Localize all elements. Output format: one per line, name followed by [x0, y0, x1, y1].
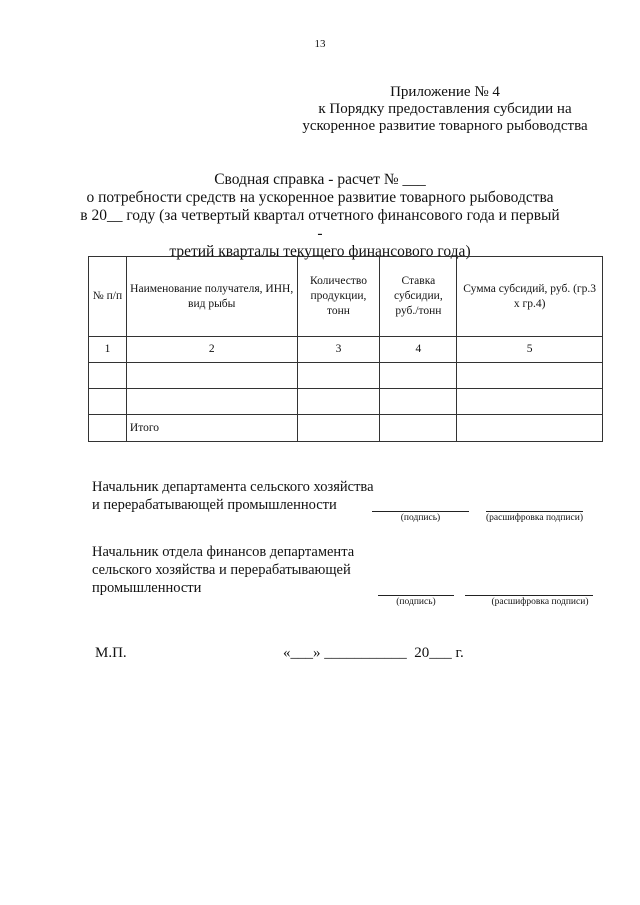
col-number-5: 5 — [457, 337, 603, 363]
decode-caption-2: (расшифровка подписи) — [491, 597, 589, 607]
col-number-4: 4 — [380, 337, 457, 363]
table-total-row — [89, 415, 603, 442]
table-cell — [89, 415, 127, 442]
total-label: Итого — [126, 415, 297, 442]
signature-caption-1: (подпись) — [400, 513, 441, 523]
table-header-row — [89, 257, 603, 337]
signatory-1-line-1: Начальник департамента сельского хозяйства — [92, 479, 374, 495]
title-line-2: о потребности средств на ускоренное развитие товарного рыбоводства — [86, 189, 554, 206]
decode-line-1 — [486, 511, 583, 512]
table-numbering-row — [89, 337, 603, 363]
page-number: 13 — [314, 38, 326, 50]
signatory-2-line-3: промышленности — [92, 580, 202, 596]
calculation-table — [88, 256, 603, 442]
stamp-label: М.П. — [95, 645, 127, 661]
appendix-header — [290, 84, 600, 135]
table-cell — [126, 389, 297, 415]
header-number: № п/п — [89, 257, 127, 337]
signature-caption-2: (подпись) — [396, 597, 436, 607]
table-cell — [457, 415, 603, 442]
signatory-2-line-2: сельского хозяйства и перерабатывающей — [92, 562, 351, 578]
signatory-1-title — [92, 478, 374, 514]
table-cell — [457, 363, 603, 389]
table-cell — [297, 389, 380, 415]
table-cell — [126, 363, 297, 389]
header-amount: Сумма субсидий, руб. (гр.3 х гр.4) — [457, 257, 603, 337]
appendix-line-2: к Порядку предоставления субсидии на — [318, 101, 572, 117]
col-number-3: 3 — [297, 337, 380, 363]
col-number-1: 1 — [89, 337, 127, 363]
table-row — [89, 363, 603, 389]
decode-caption-1: (расшифровка подписи) — [486, 513, 583, 523]
table-cell — [297, 415, 380, 442]
title-line-3: в 20__ году (за четвертый квартал отчетного финансового года и первый - — [80, 207, 560, 242]
signature-line-2 — [378, 595, 454, 596]
decode-line-2 — [465, 595, 593, 596]
signatory-2-title — [92, 543, 354, 597]
table-cell — [380, 363, 457, 389]
signatory-1-line-2: и перерабатывающей промышленности — [92, 497, 337, 513]
date-placeholder: «___» ___________ 20___ г. — [283, 645, 464, 661]
title-line-4: третий кварталы текущего финансового года) — [169, 243, 471, 260]
table-cell — [297, 363, 380, 389]
signatory-2-line-1: Начальник отдела финансов департамента — [92, 544, 355, 560]
title-line-1: Сводная справка - расчет № ___ — [214, 171, 426, 188]
table-row — [89, 389, 603, 415]
appendix-line-3: ускоренное развитие товарного рыбоводства — [302, 118, 588, 134]
table-cell — [380, 415, 457, 442]
table-cell — [89, 389, 127, 415]
header-recipient: Наименование получателя, ИНН, вид рыбы — [126, 257, 297, 337]
header-quantity: Количество продукции, тонн — [297, 257, 380, 337]
appendix-line-1: Приложение № 4 — [390, 84, 500, 100]
table-cell — [380, 389, 457, 415]
header-rate: Ставка субсидии, руб./тонн — [380, 257, 457, 337]
document-title — [80, 171, 560, 261]
col-number-2: 2 — [126, 337, 297, 363]
table-cell — [89, 363, 127, 389]
signature-line-1 — [372, 511, 469, 512]
table-cell — [457, 389, 603, 415]
